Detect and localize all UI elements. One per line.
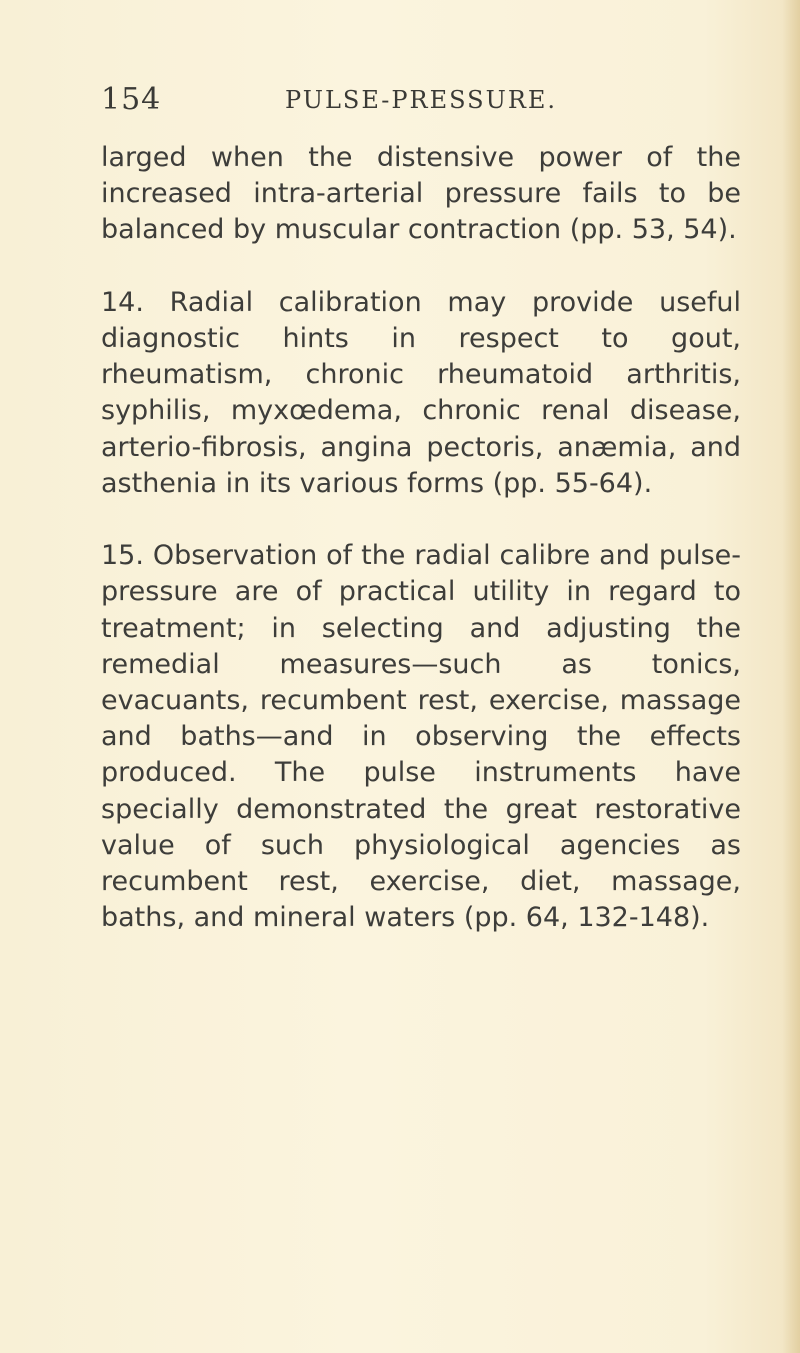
page-edge-shadow: [782, 0, 800, 1353]
paragraph-14: 14. Radial calibration may provide useful diagnostic hints in respect to gout, rheumatism, chronic rheumatoid arthritis, syphilis, myxœdema, chronic renal disease, arterio-fibrosis, angina pectoris, anæmia, and asthenia in its various forms (pp. 55-64).: [101, 286, 741, 499]
page-header: [101, 82, 741, 122]
paragraph-continuation: larged when the distensive power of the increased intra-arterial pressure fails to be balanced by muscular contraction (pp. 53, 54).: [101, 142, 741, 246]
body-text: [101, 140, 741, 936]
running-title: PULSE-PRESSURE.: [285, 86, 558, 114]
page-number: 154: [101, 82, 162, 117]
paragraph-15: 15. Observation of the radial calibre and pulse-pressure are of practical utility in regard to treatment; in selecting and adjusting the remedial measures—such as tonics, evacuants, recumbent rest, exercise, massage and baths—and in observing the effects produced. The pulse instruments have specially demonstrated the great restorative value of such physiological agencies as recumbent rest, exercise, diet, massage, baths, and mineral waters (pp. 64, 132-148).: [101, 540, 741, 934]
